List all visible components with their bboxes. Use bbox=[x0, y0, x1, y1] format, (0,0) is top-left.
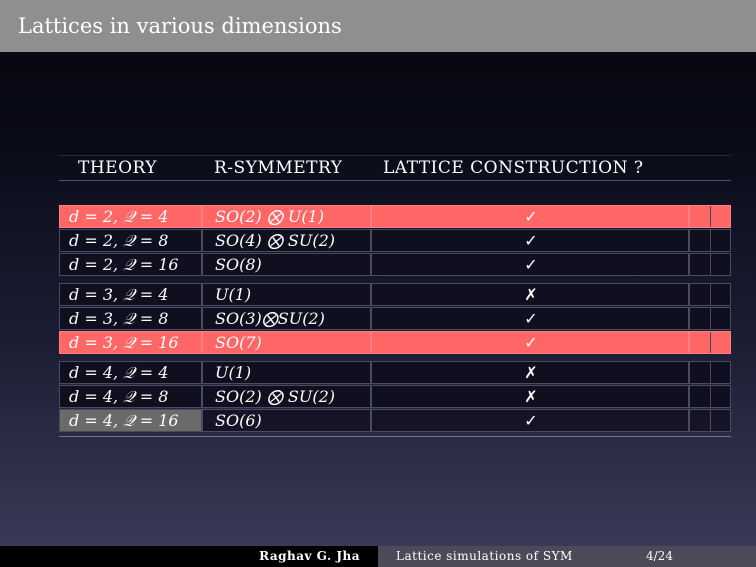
table-row bbox=[59, 331, 731, 354]
theory-cell: d = 4, 𝒬 = 8 bbox=[69, 387, 169, 406]
table-row bbox=[59, 385, 731, 408]
empty-cell bbox=[689, 385, 731, 408]
r-symmetry-cell: SO(2) ⨂ U(1) bbox=[215, 207, 325, 226]
footer-author: Raghav G. Jha bbox=[259, 549, 360, 563]
theory-cell: d = 2, 𝒬 = 16 bbox=[69, 255, 179, 274]
lattice-cell: ✓ bbox=[524, 255, 538, 274]
table-bottom-rule bbox=[59, 436, 731, 437]
header-rule bbox=[59, 180, 731, 181]
empty-cell bbox=[689, 331, 731, 354]
table-row bbox=[59, 283, 731, 306]
lattice-cell: ✓ bbox=[524, 207, 538, 226]
theory-cell: d = 4, 𝒬 = 16 bbox=[69, 411, 179, 430]
lattice-cell: ✗ bbox=[524, 285, 538, 304]
r-symmetry-cell: SO(6) bbox=[215, 411, 262, 430]
footer-page-number: 4/24 bbox=[646, 549, 673, 563]
r-symmetry-cell: U(1) bbox=[215, 285, 252, 304]
r-symmetry-cell: SO(4) ⨂ SU(2) bbox=[215, 231, 336, 250]
empty-cell bbox=[689, 283, 731, 306]
r-symmetry-cell: SO(3)⨂SU(2) bbox=[215, 309, 325, 328]
empty-cell bbox=[689, 307, 731, 330]
lattice-cell: ✗ bbox=[524, 387, 538, 406]
table-row bbox=[59, 229, 731, 252]
theory-cell: d = 3, 𝒬 = 8 bbox=[69, 309, 169, 328]
theory-cell: d = 3, 𝒬 = 4 bbox=[69, 285, 169, 304]
lattice-cell: ✓ bbox=[524, 231, 538, 250]
table-row bbox=[59, 205, 731, 228]
r-symmetry-cell: SO(8) bbox=[215, 255, 262, 274]
theory-cell: d = 4, 𝒬 = 4 bbox=[69, 363, 169, 382]
empty-cell bbox=[689, 229, 731, 252]
header-r-symmetry: R-SYMMETRY bbox=[214, 158, 343, 178]
table-header bbox=[59, 155, 731, 181]
lattice-cell: ✓ bbox=[524, 309, 538, 328]
slide-title: Lattices in various dimensions bbox=[18, 14, 342, 38]
theory-cell: d = 2, 𝒬 = 4 bbox=[69, 207, 169, 226]
lattice-cell: ✓ bbox=[524, 333, 538, 352]
empty-cell bbox=[689, 409, 731, 432]
table-row bbox=[59, 253, 731, 276]
header-lattice-construction: LATTICE CONSTRUCTION ? bbox=[383, 158, 644, 178]
empty-cell bbox=[689, 205, 731, 228]
table-row bbox=[59, 361, 731, 384]
empty-cell bbox=[689, 361, 731, 384]
empty-cell bbox=[689, 253, 731, 276]
r-symmetry-cell: U(1) bbox=[215, 363, 252, 382]
footer-author-box bbox=[0, 546, 378, 567]
table-row bbox=[59, 409, 731, 432]
lattice-cell: ✗ bbox=[524, 363, 538, 382]
footer-title-box bbox=[378, 546, 756, 567]
header-theory: THEORY bbox=[78, 158, 158, 178]
theory-cell: d = 2, 𝒬 = 8 bbox=[69, 231, 169, 250]
footer-short-title: Lattice simulations of SYM bbox=[396, 549, 573, 563]
lattice-cell: ✓ bbox=[524, 411, 538, 430]
slide-footer bbox=[0, 546, 756, 567]
table-row bbox=[59, 307, 731, 330]
r-symmetry-cell: SO(7) bbox=[215, 333, 262, 352]
theory-cell: d = 3, 𝒬 = 16 bbox=[69, 333, 179, 352]
r-symmetry-cell: SO(2) ⨂ SU(2) bbox=[215, 387, 336, 406]
slide-title-bar bbox=[0, 0, 756, 52]
